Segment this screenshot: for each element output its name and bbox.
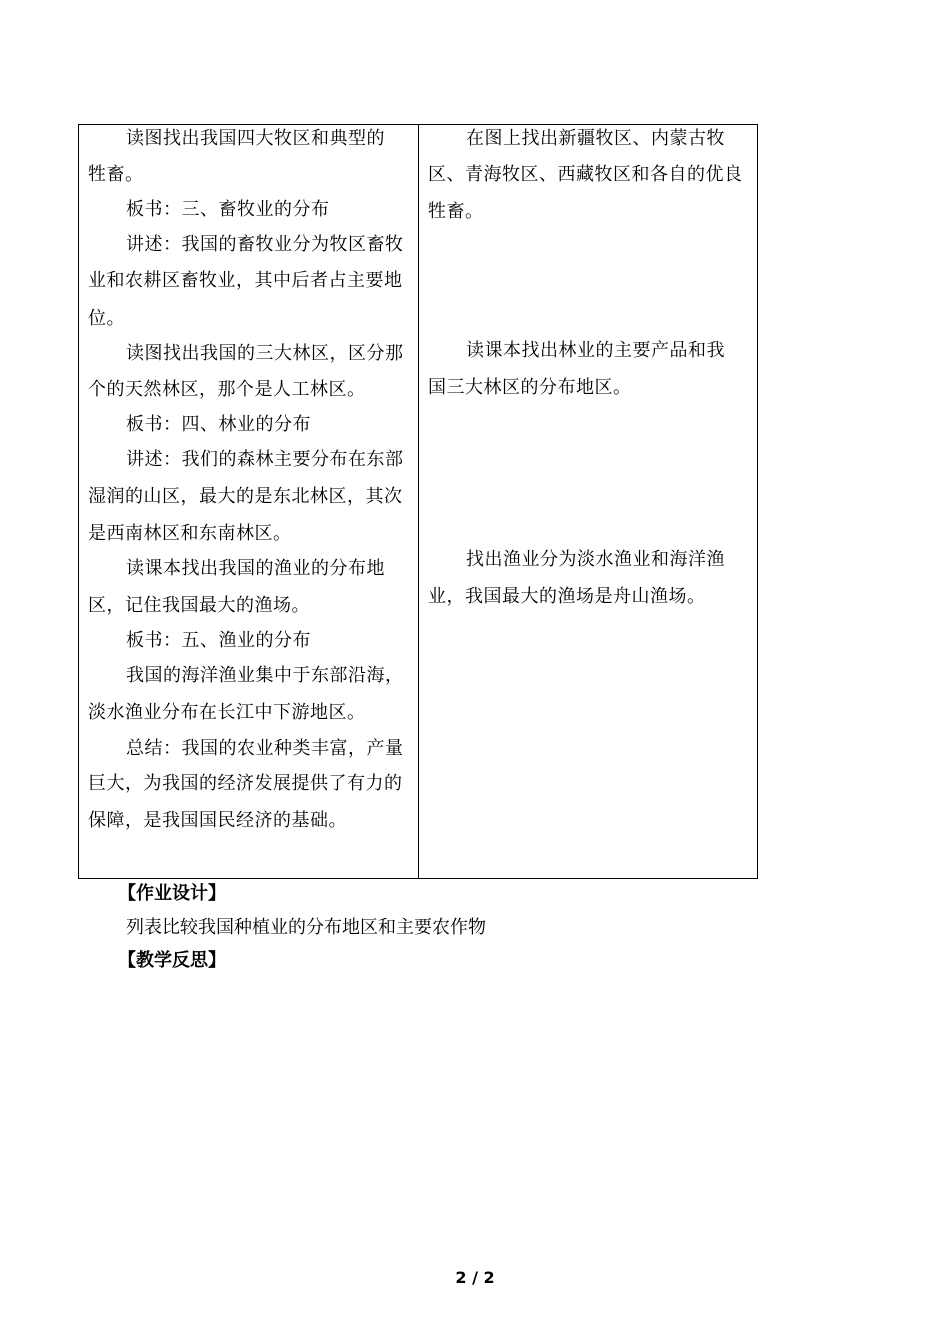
right-col-line: 在图上找出新疆牧区、内蒙古牧 bbox=[466, 128, 725, 149]
left-col-line: 读图找出我国的三大林区，区分那 bbox=[126, 343, 404, 364]
left-col-line: 板书：四、林业的分布 bbox=[126, 414, 311, 435]
homework-text: 列表比较我国种植业的分布地区和主要农作物 bbox=[126, 917, 486, 938]
left-col-line: 读课本找出我国的渔业的分布地 bbox=[126, 558, 385, 579]
left-col-line: 位。 bbox=[88, 308, 125, 329]
left-col-line: 讲述：我们的森林主要分布在东部 bbox=[126, 449, 404, 470]
left-col-line: 总结：我国的农业种类丰富，产量 bbox=[126, 738, 404, 759]
left-col-line: 湿润的山区，最大的是东北林区，其次 bbox=[88, 486, 403, 507]
left-col-line: 淡水渔业分布在长江中下游地区。 bbox=[88, 702, 366, 723]
left-col-line: 板书：五、渔业的分布 bbox=[126, 630, 311, 651]
lesson-table bbox=[78, 124, 758, 879]
right-col-line: 区、青海牧区、西藏牧区和各自的优良 bbox=[428, 164, 743, 185]
left-col-line: 是西南林区和东南林区。 bbox=[88, 523, 292, 544]
left-col-line: 保障，是我国国民经济的基础。 bbox=[88, 810, 347, 831]
homework-heading: 【作业设计】 bbox=[118, 883, 226, 904]
right-col-line: 找出渔业分为淡水渔业和海洋渔 bbox=[466, 549, 725, 570]
reflection-heading: 【教学反思】 bbox=[118, 950, 226, 971]
left-col-line: 巨大，为我国的经济发展提供了有力的 bbox=[88, 773, 403, 794]
left-col-line: 业和农耕区畜牧业，其中后者占主要地 bbox=[88, 270, 403, 291]
left-col-line: 我国的海洋渔业集中于东部沿海， bbox=[126, 665, 404, 686]
left-col-line: 区，记住我国最大的渔场。 bbox=[88, 595, 310, 616]
right-col-line: 读课本找出林业的主要产品和我 bbox=[466, 340, 725, 361]
right-col-line: 业，我国最大的渔场是舟山渔场。 bbox=[428, 586, 706, 607]
column-divider bbox=[418, 125, 419, 878]
right-col-line: 牲畜。 bbox=[428, 201, 484, 222]
left-col-line: 牲畜。 bbox=[88, 164, 144, 185]
right-col-line: 国三大林区的分布地区。 bbox=[428, 377, 632, 398]
left-col-line: 个的天然林区，那个是人工林区。 bbox=[88, 379, 366, 400]
left-col-line: 讲述：我国的畜牧业分为牧区畜牧 bbox=[126, 234, 404, 255]
left-col-line: 板书：三、畜牧业的分布 bbox=[126, 199, 330, 220]
left-col-line: 读图找出我国四大牧区和典型的 bbox=[126, 128, 385, 149]
page-number: 2 / 2 bbox=[455, 1268, 495, 1287]
